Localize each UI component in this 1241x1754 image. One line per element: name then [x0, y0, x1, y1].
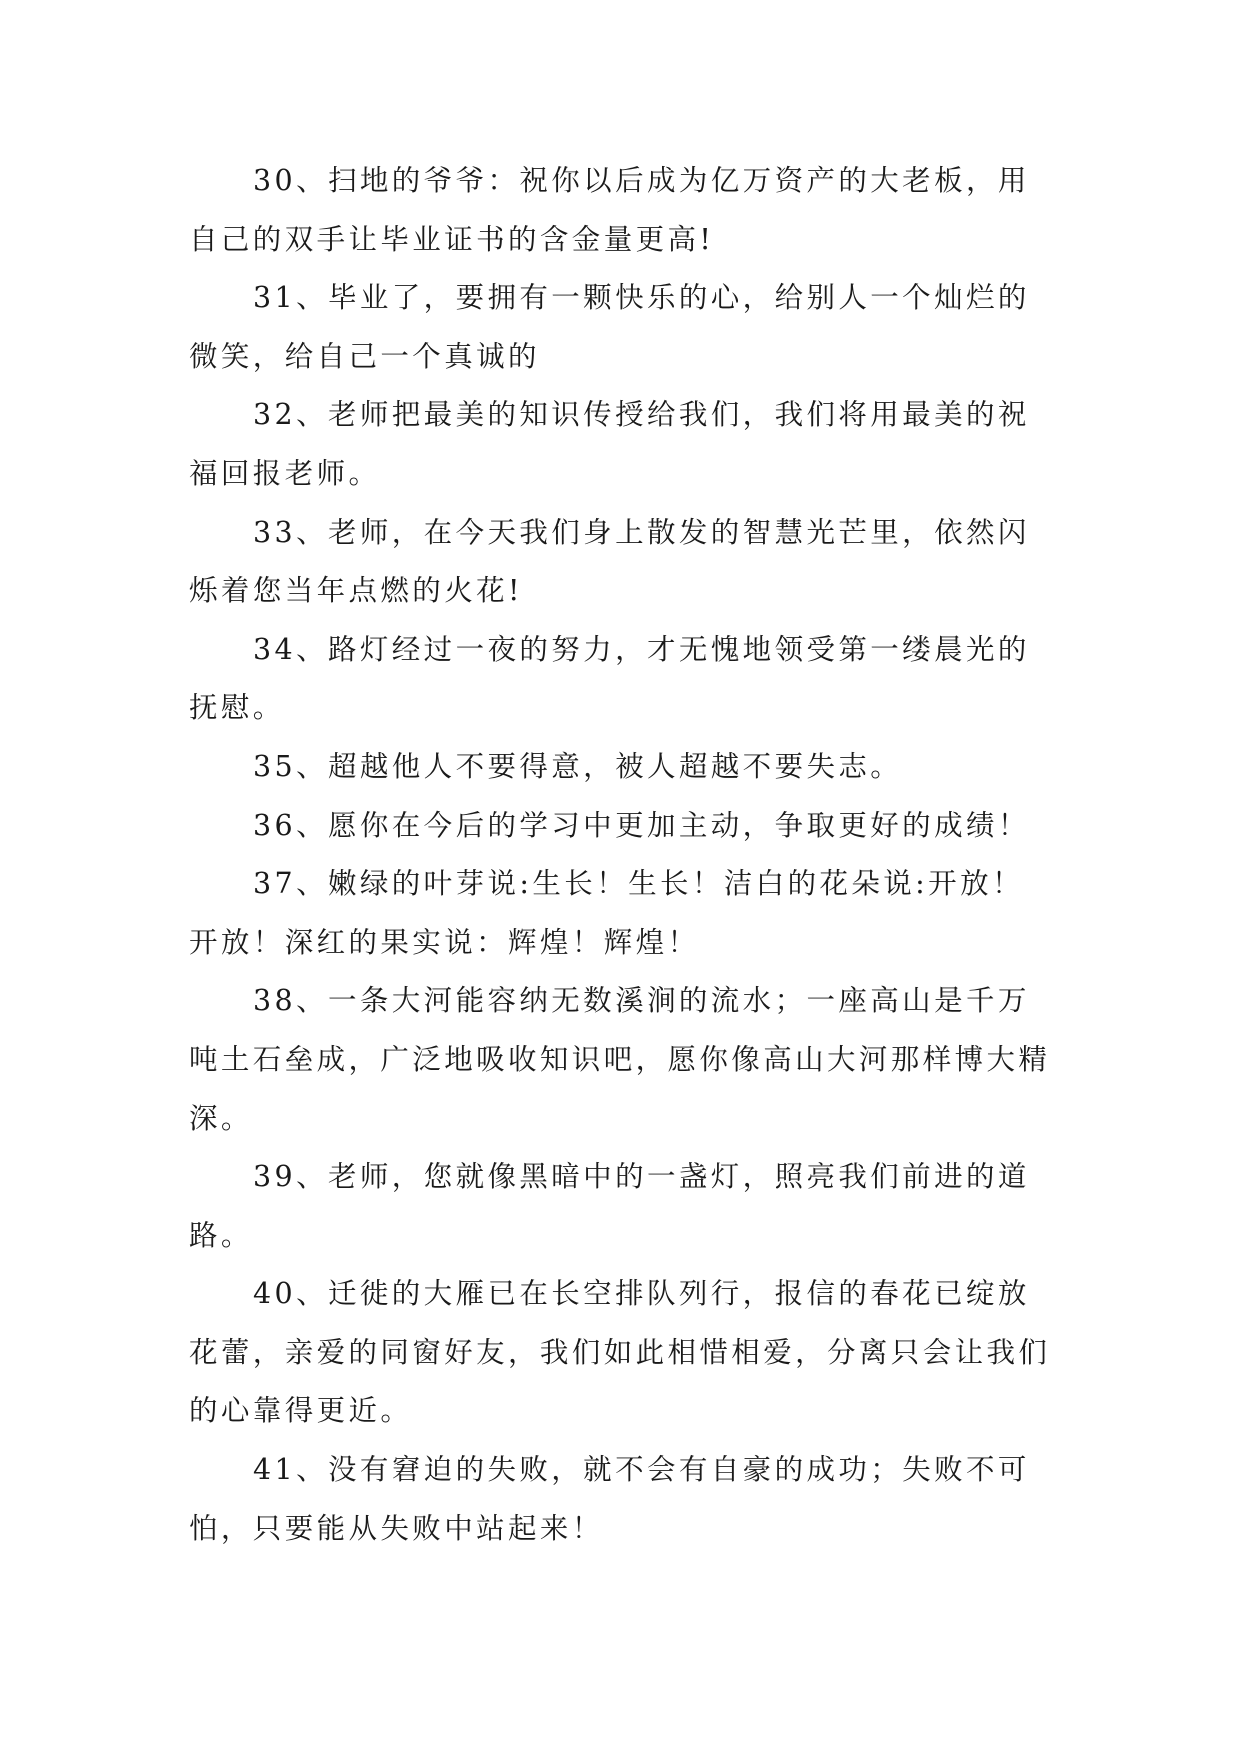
paragraph-37: 37、嫩绿的叶芽说:生长！生长！洁白的花朵说:开放！开放！深红的果实说：辉煌！辉煌！: [189, 867, 1024, 959]
paragraph-31: 31、毕业了，要拥有一颗快乐的心，给别人一个灿烂的微笑，给自己一个真诚的: [189, 281, 1030, 373]
paragraph-30: 30、扫地的爷爷：祝你以后成为亿万资产的大老板，用自己的双手让毕业证书的含金量更高!: [189, 164, 1030, 256]
paragraph-39: 39、老师，您就像黑暗中的一盏灯，照亮我们前进的道路。: [189, 1160, 1030, 1252]
paragraph-41: 41、没有窘迫的失败，就不会有自豪的成功；失败不可怕，只要能从失败中站起来！: [189, 1453, 1030, 1545]
paragraph-36: 36、愿你在今后的学习中更加主动，争取更好的成绩！: [253, 808, 1030, 842]
paragraph-34: 34、路灯经过一夜的努力，才无愧地领受第一缕晨光的抚慰。: [189, 632, 1030, 725]
paragraph-38: 38、一条大河能容纳无数溪涧的流水；一座高山是千万吨土石垒成，广泛地吸收知识吧，愿你像高山大河那样博大精深。: [189, 984, 1051, 1135]
paragraph-32: 32、老师把最美的知识传授给我们，我们将用最美的祝福回报老师。: [189, 398, 1030, 490]
paragraph-40: 40、迁徙的大雁已在长空排队列行，报信的春花已绽放花蕾，亲爱的同窗好友，我们如此相惜相爱，分离只会让我们的心靠得更近。: [189, 1277, 1051, 1428]
paragraph-33: 33、老师，在今天我们身上散发的智慧光芒里，依然闪烁着您当年点燃的火花!: [189, 515, 1030, 608]
paragraph-35: 35、超越他人不要得意，被人超越不要失志。: [253, 749, 903, 783]
document-body: [189, 152, 1051, 1558]
